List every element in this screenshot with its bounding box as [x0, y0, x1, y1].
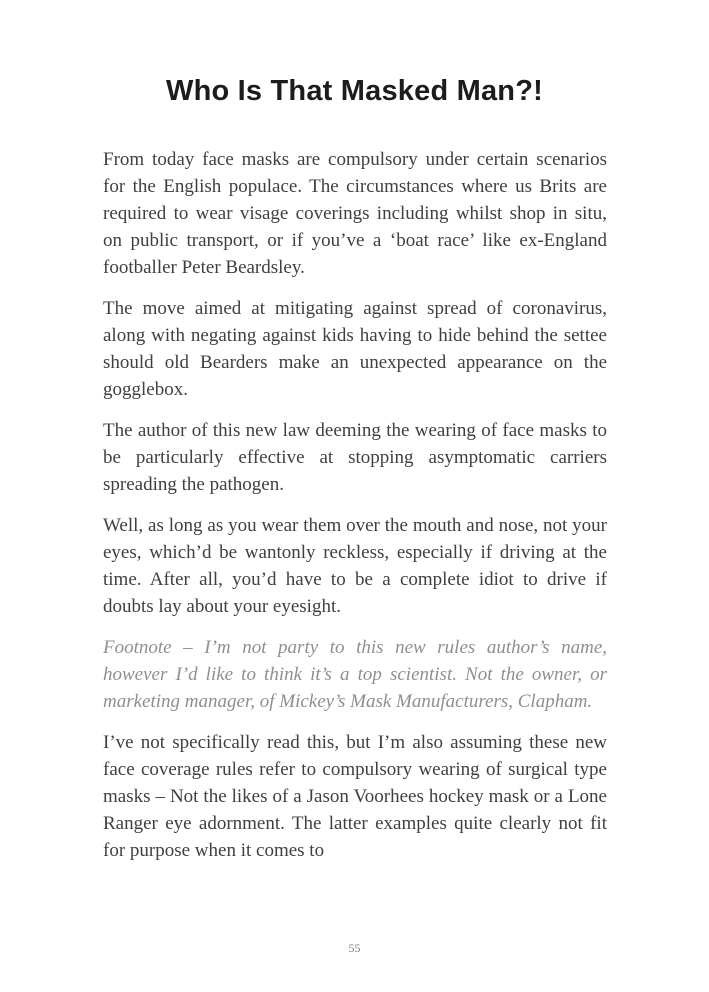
footnote-paragraph: Footnote – I’m not party to this new rules author’s name, however I’d like to think it’s a top scientist. Not the owner, or marketing manager, of Mickey’s Mask Manufacturers, Clapham.: [103, 637, 607, 712]
paragraph-2: The move aimed at mitigating against spread of coronavirus, along with negating against kids having to hide behind the settee should old Bearders make an unexpected appearance on the gogglebox.: [103, 298, 607, 400]
paragraph-4: Well, as long as you wear them over the mouth and nose, not your eyes, which’d be wantonly reckless, especially if driving at the time. After all, you’d have to be a complete idiot to drive if doubts lay about your eyesight.: [103, 515, 607, 617]
paragraph-3: The author of this new law deeming the wearing of face masks to be particularly effective at stopping asymptomatic carriers spreading the pathogen.: [103, 420, 607, 495]
paragraph-1: From today face masks are compulsory under certain scenarios for the English populace. The circumstances where us Brits are required to wear visage coverings including whilst shop in situ, on public transport, or if you’ve a ‘boat race’ like ex-England footballer Peter Beardsley.: [103, 149, 607, 278]
paragraph-6: I’ve not specifically read this, but I’m also assuming these new face coverage rules refer to compulsory wearing of surgical type masks – Not the likes of a Jason Voorhees hockey mask or a Lone Ranger eye adornment. The latter examples quite clearly not fit for purpose when it comes to: [103, 732, 607, 861]
page-number: 55: [348, 941, 361, 955]
page-title: Who Is That Masked Man?!: [166, 75, 543, 107]
page-content: [0, 146, 709, 864]
